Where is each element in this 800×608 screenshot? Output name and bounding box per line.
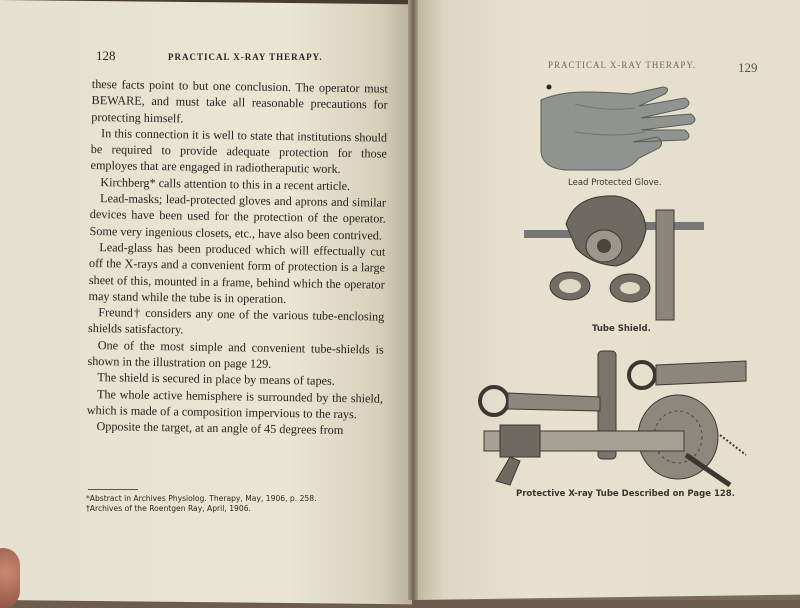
paragraph: Lead-glass has been produced which will effectually cut off the X-rays and a convenient form of protection is a large sheet of this, mounted in a frame, behind which the operator may stand while the tube is in operation. (88, 240, 386, 306)
paragraph: In this connection it is well to state that institutions should be required to provide adequate protection for those employes that are engaged in radiotheraputic work. (90, 126, 388, 177)
left-page-number: 128 (96, 48, 116, 63)
figure-caption: Protective X-ray Tube Described on Page 128. (516, 489, 735, 499)
paragraph: The shield is secured in place by means of tapes. (97, 370, 335, 389)
paragraph: The whole active hemisphere is surrounded by the shield, which is made of a composition impervious to the rays. (86, 386, 384, 422)
footnote: *Abstract in Archives Physiolog. Therapy, May, 1906, p. 258. (86, 494, 317, 503)
figure-caption: Tube Shield. (592, 324, 651, 334)
right-page-number: 129 (738, 60, 758, 75)
paragraph: Lead-masks; lead-protected gloves and aprons and similar devices have been used for the protection of the operator. Some very ingenious closets, etc., have also been contrived. (89, 191, 387, 243)
paragraph: these facts point to but one conclusion. The operator must BEWARE, and must take all reasonable precautions for protecting himself. (91, 76, 388, 126)
book-gutter (408, 0, 418, 600)
left-body-text (86, 76, 388, 439)
paragraph: One of the most simple and convenient tube-shields is shown in the illustration on page 129. (87, 337, 384, 371)
thumb (0, 548, 20, 608)
glove-illustration (535, 82, 705, 180)
paragraph: Freund† considers any one of the various tube-enclosing shields satisfactory. (87, 305, 385, 337)
footnote-rule (88, 489, 138, 490)
footnote: †Archives of the Roentgen Ray, April, 1906. (86, 504, 251, 513)
xray-tube-illustration (470, 345, 750, 491)
paragraph: Kirchberg* calls attention to this in a recent article. (100, 174, 351, 193)
tube-shield-illustration (520, 190, 720, 322)
paragraph: Opposite the target, at an angle of 45 degrees from (96, 419, 344, 438)
left-running-head: PRACTICAL X-RAY THERAPY. (168, 52, 323, 62)
right-running-head: PRACTICAL X-RAY THERAPY. (548, 60, 696, 70)
figure-caption: Lead Protected Glove. (568, 178, 662, 188)
